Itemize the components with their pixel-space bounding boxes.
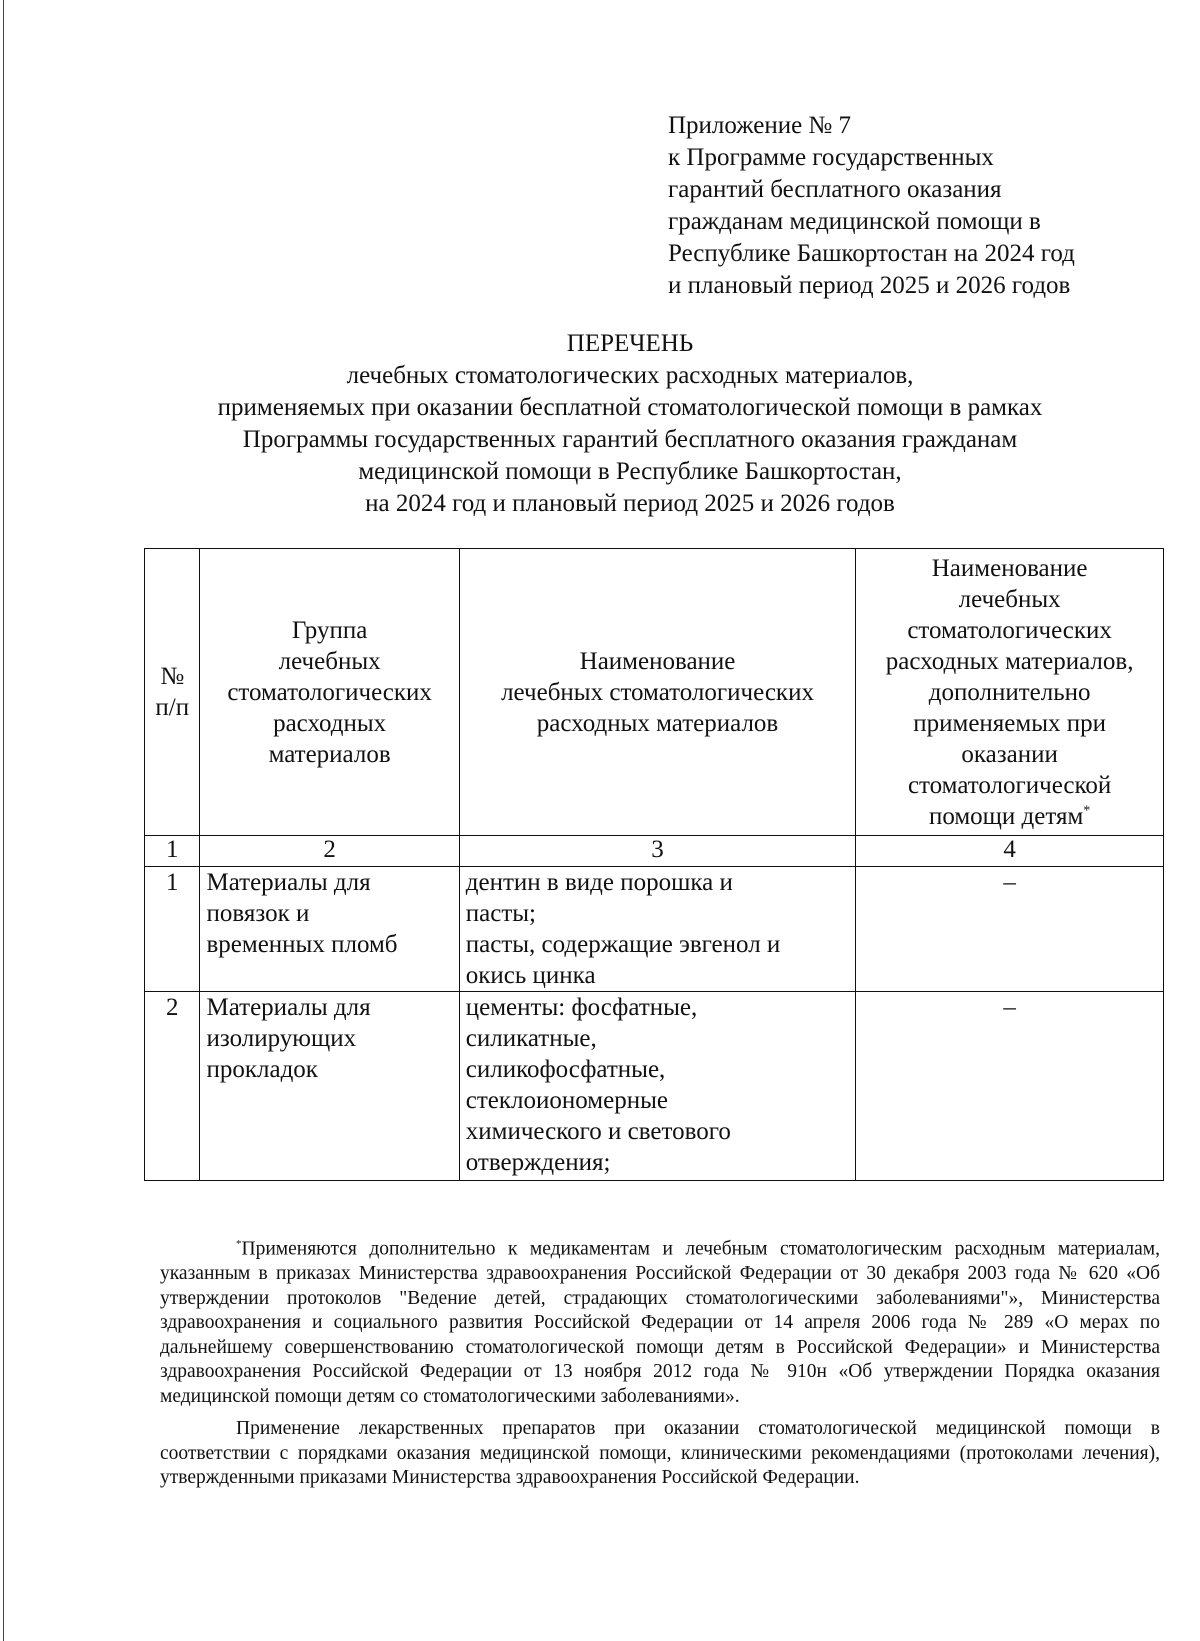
row-group: Материалы для изолирующих прокладок [200, 992, 459, 1181]
table-row [145, 992, 1164, 1181]
row-number: 1 [145, 867, 200, 992]
row-names: дентин в виде порошка и пасты; пасты, содержащие эвгенол и окись цинка [459, 867, 856, 992]
row-names: цементы: фосфатные, силикатные, силикофосфатные, стеклоиономерные химического и светового отверждения; [459, 992, 856, 1181]
header-number: № п/п [145, 549, 200, 836]
title-line: на 2024 год и плановый период 2025 и 2026 годов [365, 490, 895, 517]
footnote-paragraph [160, 1232, 1160, 1409]
materials-table [144, 548, 1164, 1181]
column-number: 1 [145, 836, 200, 867]
header-group: Группа лечебных стоматологических расходных материалов [200, 549, 459, 836]
footnote-paragraph: Применение лекарственных препаратов при оказании стоматологической медицинской помощи в соответствии с порядками оказания медицинской помощи, клиническими рекомендациями (протоколами лечения), утвержденными приказами Министерства здравоохранения Российской Федерации. [160, 1418, 1160, 1488]
table-row [145, 867, 1164, 992]
row-children-materials: – [856, 992, 1164, 1181]
appendix-line: Приложение № 7 [668, 112, 852, 139]
document-title [130, 328, 1130, 520]
table-header-row [145, 549, 1164, 836]
row-group: Материалы для повязок и временных пломб [200, 867, 459, 992]
title-line: Программы государственных гарантий бесплатного оказания гражданам [242, 426, 1018, 453]
column-number-row [145, 836, 1164, 867]
header-name: Наименование лечебных стоматологических расходных материалов [459, 549, 856, 836]
appendix-line: и плановый период 2025 и 2026 годов [668, 272, 1071, 299]
appendix-line: гарантий бесплатного оказания [668, 176, 1002, 203]
appendix-line: гражданам медицинской помощи в [668, 208, 1041, 235]
footnote-mark: * [236, 1238, 242, 1250]
title-line: лечебных стоматологических расходных материалов, [346, 362, 914, 389]
header-last-line: помощи детям [928, 802, 1084, 830]
appendix-line: Республике Башкортостан на 2024 год [668, 240, 1075, 267]
column-number: 2 [200, 836, 459, 867]
column-number: 4 [856, 836, 1164, 867]
title-heading: ПЕРЕЧЕНЬ [566, 330, 694, 357]
appendix-line: к Программе государственных [668, 144, 994, 171]
footnote-mark: * [1083, 803, 1091, 819]
row-number: 2 [145, 992, 200, 1181]
header-children-materials: Наименование лечебных стоматологических расходных материалов, дополнительно применяемых при оказании стоматологической помощи детям* [856, 549, 1164, 836]
title-line: медицинской помощи в Республике Башкортостан, [358, 458, 902, 485]
scan-edge-line [3, 0, 4, 1641]
appendix-header [668, 110, 1168, 302]
column-number: 3 [459, 836, 856, 867]
footnote-text: Применяются дополнительно к медикаментам и лечебным стоматологическим расходным материалам, указанным в приказах Министерства здравоохранения Российской Федерации от 30 декабря 2003 года № 620 «Об утверждении протоколов "Ведение детей, страдающих стоматологическими заболеваниями"», Министерства здравоохранения и социального развития Российской Федерации от 14 апреля 2006 года № 289 «О мерах по дальнейшему совершенствованию стоматологической помощи детям в Российской Федерации» и Министерства здравоохранения Российской Федерации от 13 ноября 2012 года № 910н «Об утверждении Порядка оказания медицинской помощи детям со стоматологическими заболеваниями». [160, 1238, 1160, 1407]
title-line: применяемых при оказании бесплатной стоматологической помощи в рамках [217, 394, 1043, 421]
row-children-materials: – [856, 867, 1164, 992]
footnote [160, 1232, 1160, 1491]
